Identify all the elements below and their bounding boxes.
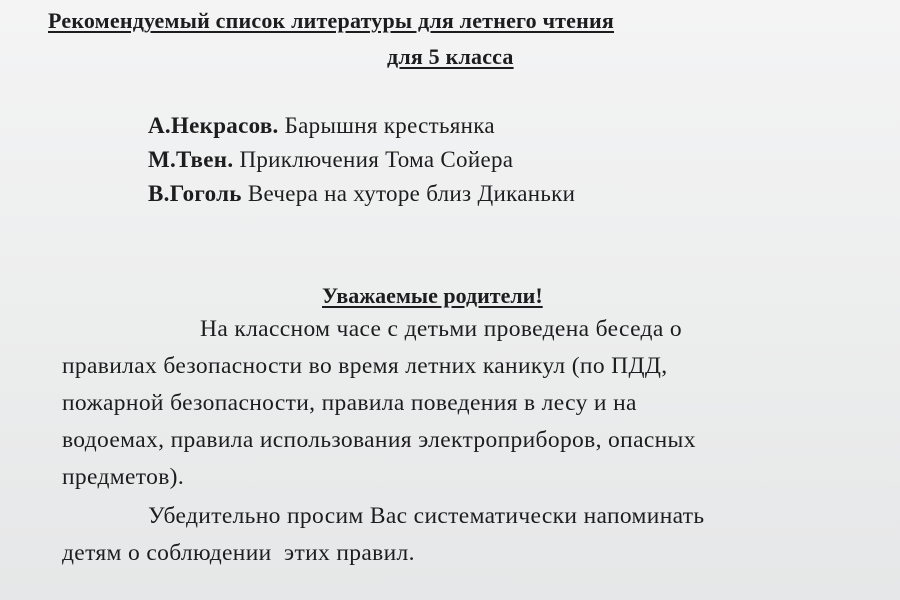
notice-line: детям о соблюдении этих правил.	[62, 540, 415, 566]
book-title: Приключения Тома Сойера	[239, 147, 514, 172]
notice-line: На классном часе с детьми проведена беседа о	[200, 316, 682, 342]
reading-list-subtitle: для 5 класса	[387, 44, 514, 69]
book-item	[148, 113, 495, 139]
notice-line: пожарной безопасности, правила поведения в лесу и на	[62, 390, 637, 416]
book-item	[148, 147, 513, 173]
book-item	[148, 181, 575, 207]
book-author: А.Некрасов.	[148, 113, 279, 138]
book-author: В.Гоголь	[148, 181, 242, 206]
notice-line: правилах безопасности во время летних каникул (по ПДД,	[62, 353, 668, 379]
notice-line: водоемах, правила использования электроприборов, опасных	[62, 427, 696, 453]
reading-list-title: Рекомендуемый список литературы для летнего чтения	[48, 8, 615, 33]
notice-heading: Уважаемые родители!	[322, 283, 543, 308]
notice-line: Убедительно просим Вас систематически напоминать	[148, 503, 705, 529]
book-title: Вечера на хуторе близ Диканьки	[247, 181, 576, 206]
book-title: Барышня крестьянка	[284, 113, 495, 138]
notice-line: предметов).	[62, 464, 185, 490]
book-author: М.Твен.	[148, 147, 234, 172]
